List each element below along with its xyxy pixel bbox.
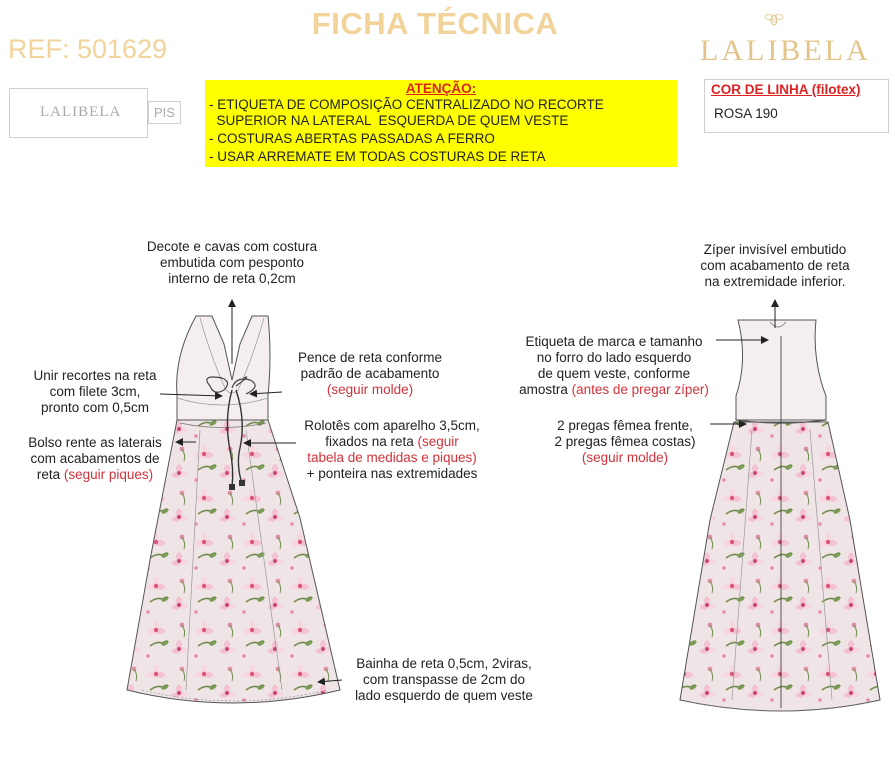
attention-line: - ETIQUETA DE COMPOSIÇÃO CENTRALIZADO NO RECORTE [209, 97, 604, 112]
note-rolotes: Rolotês com aparelho 3,5cm, fixados na reta (seguir tabela de medidas e piques) + ponteira nas extremidades [304, 418, 480, 481]
thread-color-heading: COR DE LINHA (filotex) [711, 82, 861, 97]
attention-line: SUPERIOR NA LATERAL ESQUERDA DE QUEM VESTE [209, 113, 569, 128]
logo-box-brand: LALIBELA [40, 104, 122, 120]
attention-line: - COSTURAS ABERTAS PASSADAS A FERRO [209, 131, 495, 146]
attention-line: - USAR ARREMATE EM TODAS COSTURAS DE RETA [209, 149, 546, 164]
note-bolso: Bolso rente as laterais com acabamentos de reta (seguir piques) [28, 435, 162, 482]
note-pence: Pence de reta conforme padrão de acabamento (seguir molde) [297, 350, 443, 397]
thread-color-value: ROSA 190 [714, 106, 778, 121]
page-title: FICHA TÉCNICA [311, 6, 559, 41]
pis-tag: PIS [148, 101, 181, 124]
note-neckline: Decote e cavas com costura embutida com pesponto interno de reta 0,2cm [146, 239, 318, 286]
brand-logo: LALIBELA [700, 34, 871, 67]
attention-heading: ATENÇÃO: [405, 81, 477, 96]
note-pregas: 2 pregas fêmea frente, 2 pregas fêmea costas) (seguir molde) [554, 418, 696, 465]
reference-code: REF: 501629 [8, 34, 168, 64]
note-etiqueta: Etiqueta de marca e tamanho no forro do lado esquerdo de quem veste, conforme amostra (antes de pregar zíper) [519, 334, 709, 397]
note-recortes: Unir recortes na reta com filete 3cm, pronto com 0,5cm [33, 368, 157, 415]
note-zipper: Zíper invisível embutido com acabamento de reta na extremidade inferior. [700, 242, 850, 289]
note-bainha: Bainha de reta 0,5cm, 2viras, com transpasse de 2cm do lado esquerdo de quem veste [355, 656, 533, 703]
